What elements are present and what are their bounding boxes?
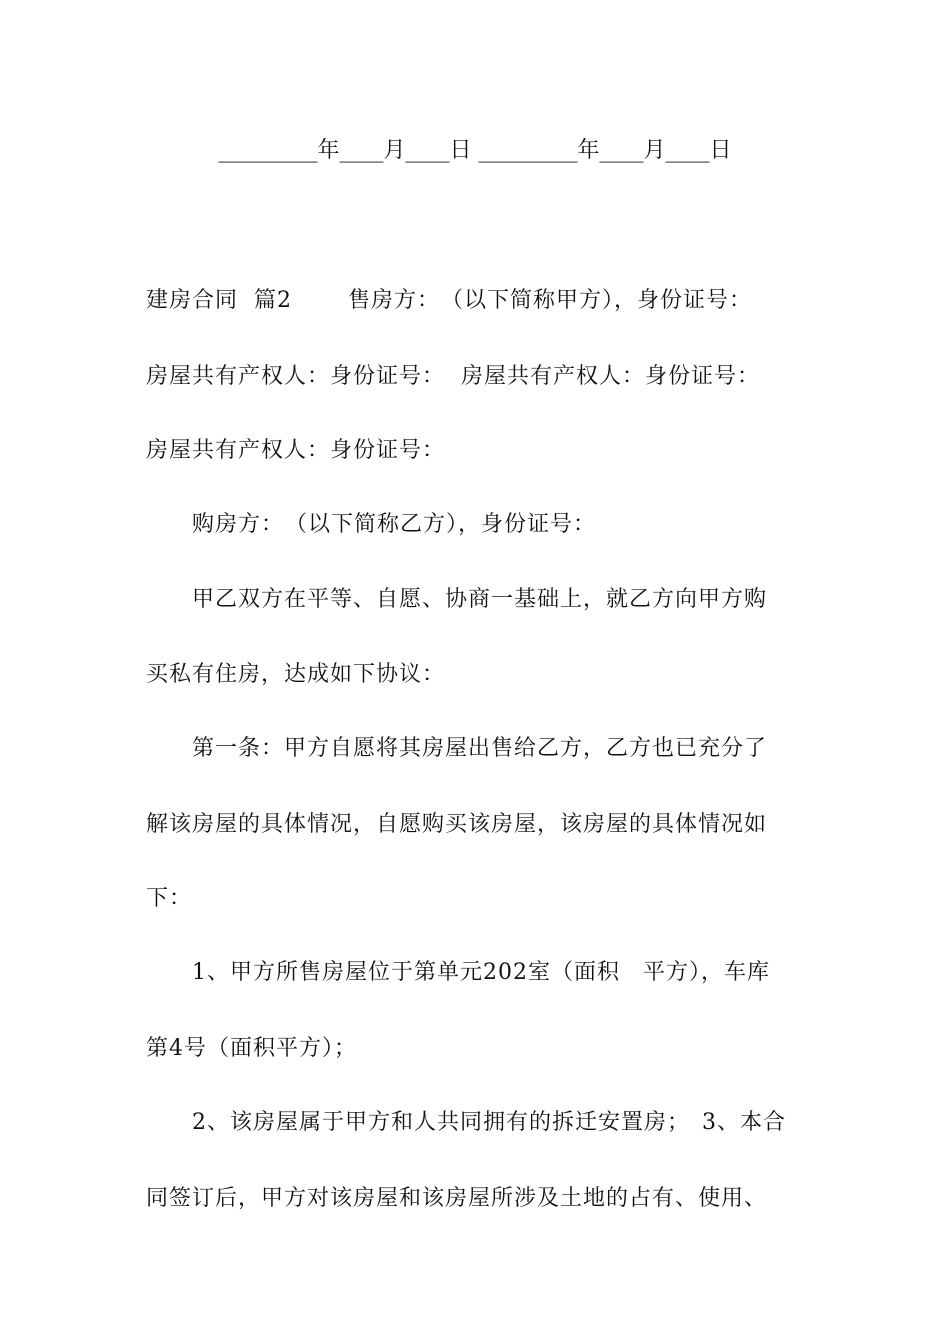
paragraph-line: 同签订后，甲方对该房屋和该房屋所涉及土地的占有、使用、 bbox=[146, 1186, 768, 1211]
paragraph-line: 买私有住房，达成如下协议： bbox=[146, 662, 446, 687]
item-two-line: 2、该房屋属于甲方和人共同拥有的拆迁安置房； 3、本合 bbox=[192, 1110, 786, 1135]
paragraph-line: 下： bbox=[146, 886, 193, 911]
co-owner-field-a: 房屋共有产权人：身份证号： bbox=[146, 364, 446, 389]
co-owner-line-1 bbox=[146, 362, 816, 392]
contract-title: 建房合同 bbox=[146, 288, 239, 313]
co-owner-line-2: 房屋共有产权人：身份证号： bbox=[146, 438, 446, 463]
co-owner-field-b: 房屋共有产权人：身份证号： bbox=[461, 364, 761, 389]
seller-clause: 售房方： （以下简称甲方），身份证号： bbox=[348, 288, 753, 313]
contract-heading-line bbox=[146, 286, 816, 316]
paragraph-line: 解该房屋的具体情况，自愿购买该房屋，该房屋的具体情况如 bbox=[146, 812, 768, 837]
buyer-line: 购房方： （以下简称乙方），身份证号： bbox=[192, 512, 597, 537]
paragraph-line: 甲乙双方在平等、自愿、协商一基础上，就乙方向甲方购 bbox=[192, 587, 768, 612]
item-one-line: 1、甲方所售房屋位于第单元202室（面积 平方），车库 bbox=[192, 960, 770, 985]
article-one-line: 第一条：甲方自愿将其房屋出售给乙方，乙方也已充分了 bbox=[192, 736, 768, 761]
signature-date-line: _________年____月____日 _________年____月____日 bbox=[218, 138, 732, 163]
contract-part-label: 篇2 bbox=[254, 288, 293, 313]
paragraph-line: 第4号（面积平方）； bbox=[146, 1036, 357, 1061]
